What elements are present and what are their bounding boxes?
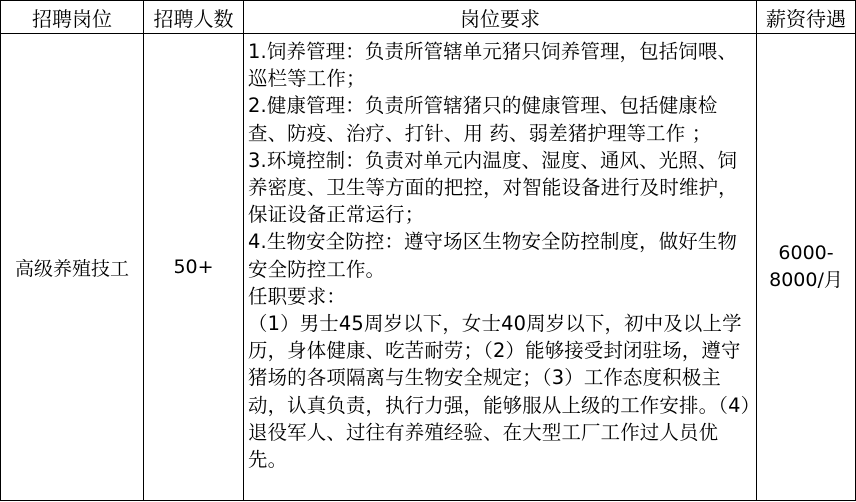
qualifications-text: （1）男士45周岁以下，女士40周岁以下，初中及以上学历，身体健康、吃苦耐劳；（2）能够接受封闭驻场，遵守猪场的各项隔离与生物安全规定；（3）工作态度积极主动，认真负责，执行力强，能够服从上级的工作安排。（4）退役军人、过往有养殖经验、在大型工厂工作过人员优先。	[248, 312, 751, 472]
position-cell: 高级养殖技工	[1, 34, 144, 501]
headcount-cell: 50+	[144, 34, 244, 501]
table-row	[1, 34, 856, 501]
header-requirements: 岗位要求	[244, 1, 757, 34]
header-position: 招聘岗位	[1, 1, 144, 34]
header-row	[1, 1, 856, 34]
header-salary: 薪资待遇	[757, 1, 856, 34]
header-headcount: 招聘人数	[144, 1, 244, 34]
requirement-environment: 3.环境控制：负责对单元内温度、湿度、通风、光照、饲养密度、卫生等方面的把控，对智能设备进行及时维护，保证设备正常运行；	[248, 148, 738, 227]
requirement-health: 2.健康管理：负责所管辖猪只的健康管理、包括健康检查、防疫、治疗、打针、用 药、弱差猪护理等工作 ；	[248, 94, 718, 145]
salary-line-2: 8000/月	[769, 269, 843, 291]
requirement-feeding: 1.饲养管理：负责所管辖单元猪只饲养管理，包括饲喂、巡栏等工作；	[248, 40, 738, 91]
salary-line-1: 6000-	[778, 242, 834, 264]
qualifications-title: 任职要求：	[248, 284, 346, 308]
requirement-biosecurity: 4.生物安全防控：遵守场区生物安全防控制度，做好生物安全防控工作。	[248, 230, 738, 281]
salary-cell	[757, 34, 856, 501]
requirements-cell	[244, 34, 757, 501]
